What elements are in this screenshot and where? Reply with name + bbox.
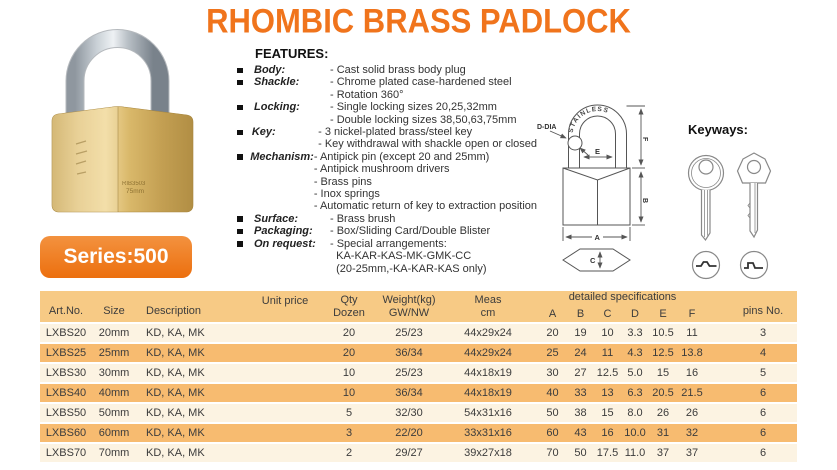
cell-weight: 36/34 [380,384,438,404]
cell-meas: 44x29x24 [438,344,538,364]
feature-item [237,225,537,237]
cell-weight: 25/23 [380,364,438,384]
cell-meas: 33x31x16 [438,424,538,444]
padlock-dimension-drawing [536,98,651,276]
cell-spec-d: 11.0 [621,444,649,464]
feature-item [237,213,537,225]
cell-description: KD, KA, MK [136,344,252,364]
table-row [40,444,797,464]
feature-label: Key: [251,126,276,139]
cell-meas: 44x18x19 [438,384,538,404]
cell-spec-d: 8.0 [621,404,649,424]
header-unit-price: Unit price [252,291,318,324]
header-description: Description [136,291,252,324]
cell-spec-d: 4.3 [621,344,649,364]
feature-item [237,151,537,213]
cell-spec-e: 26 [649,404,677,424]
feature-item [237,126,537,151]
cell-description: KD, KA, MK [136,324,252,344]
cell-spec-a: 25 [538,344,567,364]
body-outline [563,168,630,225]
d-dia-leader [550,131,566,138]
header-qty [318,291,380,324]
table-row [40,404,797,424]
header-spec-b: B [567,308,594,324]
cell-pins: 3 [707,324,797,344]
cell-spec-e: 10.5 [649,324,677,344]
bullet-icon [237,64,254,73]
engraving-size: 75mm [126,188,145,195]
cell-spec-a: 20 [538,324,567,344]
feature-label: On request: [254,237,316,250]
feature-line: - Double locking sizes 38,50,63,75mm [330,113,517,126]
cell-pins: 4 [707,344,797,364]
feature-line: - 3 nickel-plated brass/steel key [318,126,473,139]
cell-description: KD, KA, MK [136,424,252,444]
cell-size: 60mm [92,424,136,444]
dim-e-label: E [595,147,601,156]
bullet-icon [237,126,252,135]
cell-art-no: LXBS50 [40,404,92,424]
cell-spec-c: 13 [594,384,621,404]
cell-weight: 29/27 [380,444,438,464]
header-spec-f: F [677,308,707,324]
cell-spec-c: 17.5 [594,444,621,464]
feature-line: - Single locking sizes 20,25,32mm [330,101,497,114]
cell-pins: 6 [707,404,797,424]
cell-meas: 54x31x16 [438,404,538,424]
header-weight-line2: GW/NW [388,306,430,319]
cell-spec-a: 40 [538,384,567,404]
keyway-keys-illustration [686,147,786,287]
cell-spec-a: 60 [538,424,567,444]
cell-weight: 25/23 [380,324,438,344]
cell-pins: 6 [707,444,797,464]
cell-spec-e: 15 [649,364,677,384]
cell-description: KD, KA, MK [136,404,252,424]
cell-unit-price [252,384,318,404]
shackle-inner-outline [580,116,616,170]
cell-art-no: LXBS70 [40,444,92,464]
bullet-icon [237,101,254,110]
cell-meas: 39x27x18 [438,444,538,464]
body-left-face [52,107,118,212]
cell-spec-a: 70 [538,444,567,464]
cell-qty: 2 [318,444,380,464]
cell-spec-d: 5.0 [621,364,649,384]
shackle-diameter-circle [568,136,582,150]
header-spec-d: D [621,308,649,324]
cell-spec-f: 16 [677,364,707,384]
cell-size: 70mm [92,444,136,464]
table-row [40,364,797,384]
feature-label: Locking: [254,101,300,114]
bottom-view-outline [563,249,630,271]
cell-spec-a: 30 [538,364,567,384]
feature-line: (20-25mm,-KA-KAR-KAS only) [330,262,487,275]
feature-label: Packaging: [254,225,313,238]
dim-c-label: C [590,256,596,265]
key-blade [702,190,711,240]
table-row [40,344,797,364]
feature-line: - Key withdrawal with shackle open or closed [318,138,537,151]
feature-label: Body: [254,64,286,76]
cell-spec-b: 19 [567,324,594,344]
cell-pins: 6 [707,384,797,404]
feature-line: - Antipick pin (except 20 and 25mm) [313,150,490,163]
cell-size: 30mm [92,364,136,384]
cell-qty: 10 [318,364,380,384]
engraving-model: RIB3503 [122,181,146,187]
cell-spec-e: 31 [649,424,677,444]
cell-weight: 32/30 [380,404,438,424]
cell-spec-e: 37 [649,444,677,464]
feature-label: Shackle: [254,76,300,89]
bullet-icon [237,213,254,222]
page-title: RHOMBIC BRASS PADLOCK [206,1,631,41]
feature-line: - Brass brush [330,212,396,225]
feature-line: - Automatic return of key to extraction position [313,200,537,213]
cell-unit-price [252,324,318,344]
cell-spec-d: 10.0 [621,424,649,444]
cell-size: 50mm [92,404,136,424]
header-size: Size [92,291,136,324]
feature-label: Mechanism: [250,150,314,163]
cell-spec-f: 11 [677,324,707,344]
dim-b-label: B [641,198,648,204]
cell-size: 25mm [92,344,136,364]
spec-table [40,291,797,464]
bullet-icon [237,76,254,85]
cell-weight: 36/34 [380,344,438,364]
keyways-heading: Keyways: [688,122,748,137]
table-row [40,424,797,444]
cell-meas: 44x18x19 [438,364,538,384]
product-photo [38,26,218,234]
cell-unit-price [252,424,318,444]
cell-unit-price [252,364,318,384]
feature-item [237,76,537,101]
cell-spec-f: 37 [677,444,707,464]
feature-line: - Chrome plated case-hardened steel [330,76,512,89]
cell-spec-b: 43 [567,424,594,444]
feature-item [237,64,537,76]
feature-line: KA-KAR-KAS-MK-GMK-CC [330,250,472,263]
dim-a-label: A [594,233,600,242]
cell-art-no: LXBS40 [40,384,92,404]
cell-spec-f: 13.8 [677,344,707,364]
dim-f-label: F [641,137,648,142]
table-row [40,324,797,344]
cell-art-no: LXBS30 [40,364,92,384]
d-dia-arrow [580,148,588,155]
cell-spec-e: 20.5 [649,384,677,404]
cell-pins: 5 [707,364,797,384]
cell-spec-c: 15 [594,404,621,424]
header-meas [438,291,538,324]
key-blade [750,183,758,237]
cell-unit-price [252,344,318,364]
cell-description: KD, KA, MK [136,444,252,464]
series-badge: Series:500 [40,236,192,278]
cell-spec-f: 32 [677,424,707,444]
header-spec-e: E [649,308,677,324]
header-meas-line2: cm [480,306,496,319]
bullet-icon [237,225,254,234]
cell-spec-d: 6.3 [621,384,649,404]
cell-spec-c: 10 [594,324,621,344]
features-list [237,64,537,275]
feature-line: - Box/Sliding Card/Double Blister [330,225,491,238]
cell-spec-b: 33 [567,384,594,404]
header-weight-line1: Weight(kg) [382,293,436,306]
header-spec-c: C [594,308,621,324]
cell-spec-b: 50 [567,444,594,464]
cell-qty: 3 [318,424,380,444]
cell-spec-b: 27 [567,364,594,384]
dimension-diagram [536,98,651,276]
stainless-label: STAINLESS [567,105,610,134]
cell-size: 20mm [92,324,136,344]
feature-line: - Brass pins [313,175,372,188]
cell-art-no: LXBS60 [40,424,92,444]
keyways-section [686,122,806,292]
header-qty-line2: Dozen [333,306,365,319]
cell-spec-d: 3.3 [621,324,649,344]
cell-art-no: LXBS20 [40,324,92,344]
cell-spec-a: 50 [538,404,567,424]
cell-description: KD, KA, MK [136,384,252,404]
header-spec-a: A [538,308,567,324]
header-qty-line1: Qty [340,293,358,306]
d-dia-label: D-DIA [537,124,557,131]
cell-size: 40mm [92,384,136,404]
cell-spec-b: 38 [567,404,594,424]
feature-line: - Antipick mushroom drivers [313,163,450,176]
cell-spec-b: 24 [567,344,594,364]
header-meas-line1: Meas [474,293,502,306]
feature-line: - Rotation 360° [330,88,404,101]
padlock-photo-illustration [38,26,218,234]
cell-qty: 20 [318,324,380,344]
cell-spec-c: 12.5 [594,364,621,384]
cell-spec-e: 12.5 [649,344,677,364]
cell-unit-price [252,404,318,424]
header-weight [380,291,438,324]
cell-description: KD, KA, MK [136,364,252,384]
features-heading: FEATURES: [255,46,329,61]
header-detailed-specs: detailed specifications [538,291,707,308]
cell-qty: 10 [318,384,380,404]
cell-spec-f: 21.5 [677,384,707,404]
cell-spec-c: 16 [594,424,621,444]
header-pins: pins No. [707,291,797,324]
feature-line: - Cast solid brass body plug [330,64,466,76]
cell-qty: 20 [318,344,380,364]
cell-pins: 6 [707,424,797,444]
feature-line: - Inox springs [313,188,380,201]
feature-line: - Special arrangements: [330,237,447,250]
feature-item [237,238,537,275]
table-row [40,384,797,404]
cell-spec-c: 11 [594,344,621,364]
header-art-no: Art.No. [40,291,92,324]
cell-spec-f: 26 [677,404,707,424]
feature-item [237,101,537,126]
cell-meas: 44x29x24 [438,324,538,344]
cell-unit-price [252,444,318,464]
cell-qty: 5 [318,404,380,424]
cell-art-no: LXBS25 [40,344,92,364]
feature-label: Surface: [254,212,299,225]
bullet-icon [237,151,250,160]
bullet-icon [237,238,254,247]
keyway-profile-1-icon [693,252,720,279]
cell-weight: 22/20 [380,424,438,444]
